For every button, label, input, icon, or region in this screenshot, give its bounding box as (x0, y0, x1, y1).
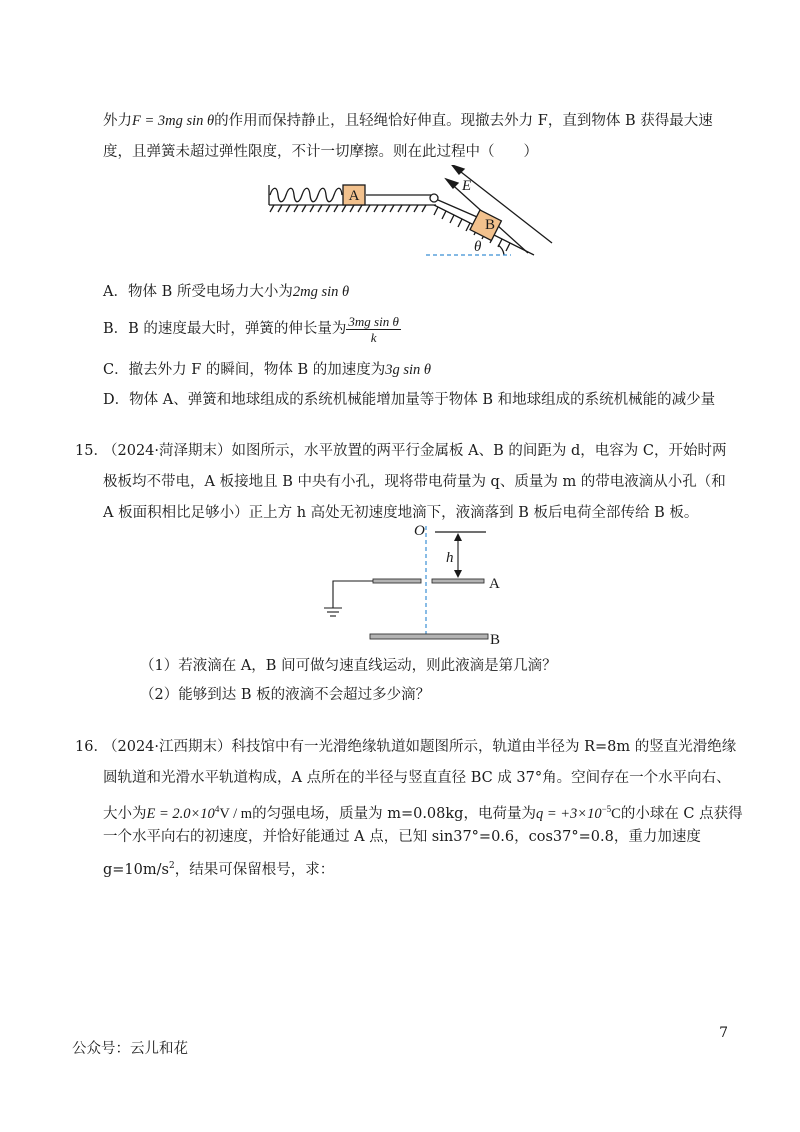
page-number: 7 (719, 1025, 728, 1041)
q14-line1-post: 的作用而保持静止，且轻绳恰好伸直。现撤去外力 F，直到物体 B 获得最大速 (214, 113, 713, 129)
q15-sub-1: （1）若液滴在 A，B 间可做匀速直线运动，则此液滴是第几滴？ (140, 658, 557, 674)
pulley (430, 194, 438, 202)
q15-sub-2: （2）能够到达 B 板的液滴不会超过多少滴？ (140, 687, 431, 703)
q15-line-2: 极板均不带电，A 板接地且 B 中央有小孔，现将带电荷量为 q、质量为 m 的带电液滴从小孔（和 (103, 474, 726, 490)
q-base: q = +3×10 (535, 806, 602, 822)
e-base: E = 2.0×10 (146, 806, 215, 822)
e-exponent: 4 (214, 804, 220, 814)
q14-option-d: D．物体 A、弹簧和地球组成的系统机械能增加量等于物体 B 和地球组成的系统机械能的减少量 (103, 392, 716, 408)
q15-number: 15． (75, 443, 108, 459)
q-value (536, 806, 621, 822)
q15-line-3: A 板面积相比足够小）正上方 h 高处无初速度地滴下，液滴落到 B 板后电荷全部传给 B 板。 (103, 505, 699, 521)
q14-line1-pre: 外力 (103, 113, 132, 129)
q-exponent: −5 (601, 804, 612, 814)
plate-a-right (432, 579, 484, 583)
label-h: h (446, 550, 454, 566)
label-e: E (462, 178, 472, 194)
q16-line3-post: 的小球在 C 点获得 (620, 806, 743, 822)
q16-line-5 (103, 856, 334, 880)
q15-capacitor-figure (318, 518, 518, 650)
q16-line-2: 圆轨道和光滑水平轨道构成，A 点所在的半径与竖直直径 BC 成 37°角。空间存在一个水平向右、 (103, 770, 731, 786)
label-theta: θ (474, 239, 482, 255)
e-unit: V / m (219, 806, 253, 822)
h-arrow-down (454, 570, 462, 578)
field-line-2 (452, 165, 552, 243)
q15-line-1: （2024·菏泽期末）如图所示，水平放置的两平行金属板 A、B 的间距为 d，电容为 C，开始时两 (103, 443, 727, 459)
option-b-fraction (346, 314, 400, 345)
option-b-text: B．B 的速度最大时，弹簧的伸长量为 (103, 321, 347, 337)
q-unit: C (611, 806, 621, 822)
q14-option-c (103, 360, 431, 380)
h-arrow-up (454, 533, 462, 541)
hatch-horizontal (270, 205, 426, 212)
q14-option-b (103, 312, 401, 346)
q16-line3-pre: 大小为 (103, 806, 147, 822)
g-value: g=10m/s (103, 862, 169, 878)
q14-line1-formula: F = 3mg sin θ (132, 113, 215, 129)
label-b: B (490, 632, 501, 648)
field-arrow-1 (446, 179, 458, 188)
option-c-formula: 3g sin θ (385, 362, 432, 378)
option-b-denominator: k (370, 329, 377, 345)
option-b-numerator: 3mg sin θ (348, 313, 399, 329)
q16-line-1: （2024·江西期末）科技馆中有一光滑绝缘轨道如题图所示，轨道由半径为 R=8m 的竖直光滑绝缘 (103, 739, 737, 755)
q16-number: 16． (75, 739, 108, 755)
q14-incline-figure (266, 165, 556, 265)
label-a: A (489, 576, 500, 592)
g-exponent: 2 (168, 861, 175, 871)
q16-line5-post: ，结果可保留根号，求： (174, 862, 335, 878)
angle-arc (498, 245, 504, 255)
e-value (147, 806, 253, 822)
ground-wire (333, 581, 373, 608)
spring (270, 188, 342, 202)
plate-b (370, 634, 488, 639)
option-a-formula: 2mg sin θ (292, 284, 350, 300)
q16-line-3 (103, 799, 743, 824)
plate-a-left (373, 579, 421, 583)
option-c-text: C．撤去外力 F 的瞬间，物体 B 的加速度为 (103, 362, 386, 378)
q16-line-4: 一个水平向右的初速度，并恰好能通过 A 点，已知 sin37°=0.6，cos37°=0.8，重力加速度 (103, 829, 701, 845)
q14-option-a (103, 282, 349, 302)
q14-line-2: 度，且弹簧未超过弹性限度，不计一切摩擦。则在此过程中（ ） (103, 144, 538, 160)
label-o: O (414, 523, 425, 539)
q14-line-1 (103, 111, 713, 131)
q16-line3-mid: 的匀强电场，质量为 m=0.08kg，电荷量为 (252, 806, 536, 822)
label-b: B (485, 217, 496, 233)
label-a: A (348, 188, 360, 204)
option-a-text: A．物体 B 所受电场力大小为 (103, 284, 293, 300)
footer-account: 公众号：云儿和花 (72, 1041, 188, 1057)
ground-icon (324, 608, 342, 616)
